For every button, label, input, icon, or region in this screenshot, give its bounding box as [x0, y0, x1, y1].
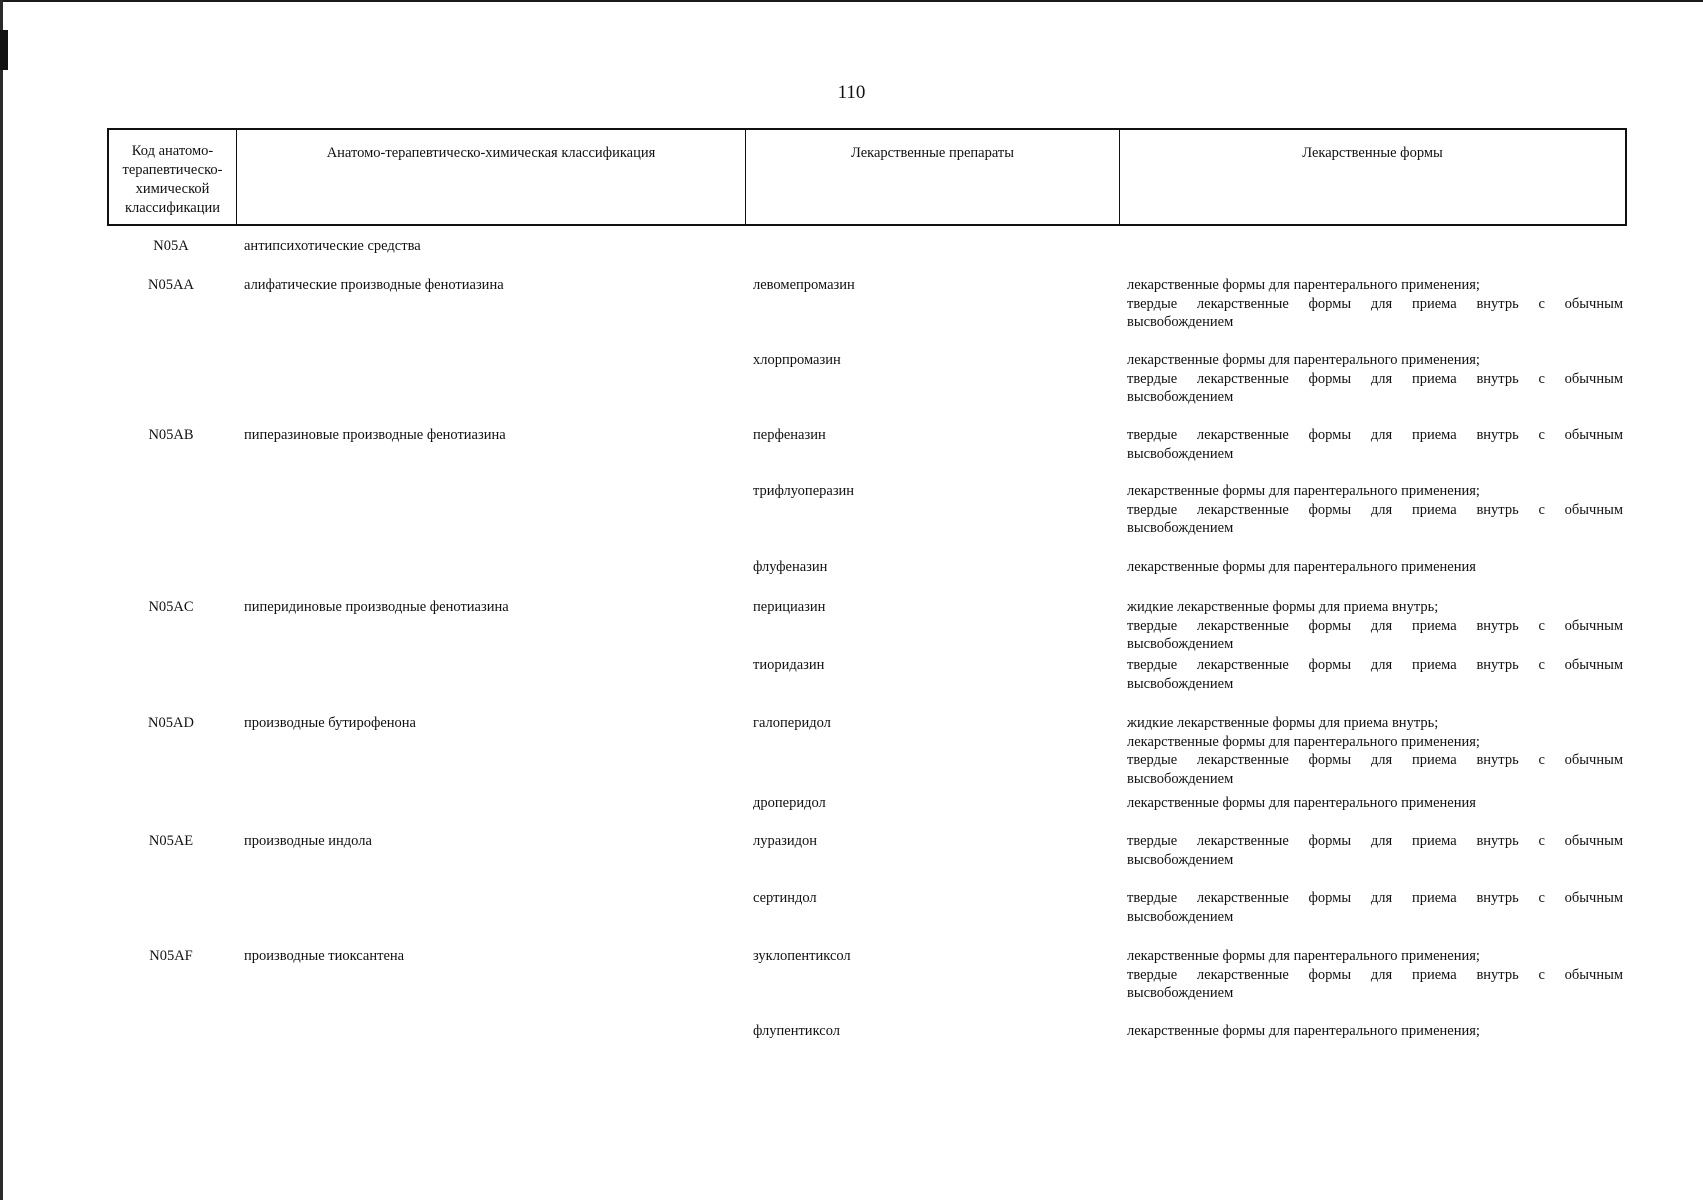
scan-border-left — [0, 0, 3, 1200]
dosage-form-line: высвобождением — [1127, 520, 1234, 536]
drug-name: перициазин — [753, 599, 826, 615]
header-classification-column: Анатомо-терапевтическо-химическая классификация — [237, 130, 746, 224]
dosage-form-line: твердые лекарственные формы для приема внутрь с обычным — [1127, 657, 1623, 673]
page-number: 110 — [837, 82, 866, 103]
dosage-form-line: лекарственные формы для парентерального применения; — [1127, 352, 1480, 368]
atc-code: N05AA — [148, 277, 194, 293]
dosage-form-line: лекарственные формы для парентерального применения; — [1127, 483, 1480, 499]
atc-code: N05AF — [149, 948, 193, 964]
header-drug-column: Лекарственные препараты — [746, 130, 1120, 224]
drug-name: сертиндол — [753, 890, 817, 906]
atc-classification: алифатические производные фенотиазина — [244, 277, 504, 293]
scan-mark — [0, 30, 8, 70]
atc-classification: производные тиоксантена — [244, 948, 405, 964]
atc-code: N05AE — [148, 833, 194, 849]
dosage-forms — [1127, 656, 1623, 693]
dosage-form-line: лекарственные формы для парентерального применения; — [1127, 1023, 1480, 1039]
drug-name: дроперидол — [753, 795, 826, 811]
dosage-forms — [1127, 482, 1623, 538]
dosage-forms — [1127, 794, 1623, 813]
dosage-form-line: лекарственные формы для парентерального применения; — [1127, 733, 1480, 750]
drug-name: флуфеназин — [753, 559, 828, 575]
dosage-form-line: твердые лекарственные формы для приема внутрь с обычным — [1127, 833, 1623, 849]
drug-name: хлорпромазин — [753, 352, 841, 368]
dosage-forms — [1127, 426, 1623, 463]
header-form-column: Лекарственные формы — [1302, 145, 1443, 161]
drug-name: галоперидол — [753, 715, 831, 731]
dosage-form-line: высвобождением — [1127, 908, 1234, 925]
atc-classification: производные бутирофенона — [244, 715, 416, 731]
atc-classification: антипсихотические средства — [244, 238, 421, 254]
dosage-forms — [1127, 714, 1623, 788]
dosage-form-line: жидкие лекарственные формы для приема внутрь; — [1127, 715, 1439, 731]
dosage-form-line: высвобождением — [1127, 314, 1234, 330]
dosage-form-line: лекарственные формы для парентерального применения — [1127, 795, 1476, 811]
atc-classification: производные индола — [244, 833, 372, 849]
drug-name: левомепромазин — [753, 277, 855, 293]
table-header — [107, 128, 1627, 226]
scan-border-top — [0, 0, 1703, 2]
drug-name: зуклопентиксол — [753, 948, 851, 964]
dosage-form-line: лекарственные формы для парентерального применения; — [1127, 948, 1480, 964]
dosage-form-line: лекарственные формы для парентерального применения — [1127, 559, 1476, 575]
atc-code: N05AB — [148, 427, 194, 443]
dosage-form-line: твердые лекарственные формы для приема внутрь с обычным — [1127, 295, 1623, 312]
atc-code: N05AD — [148, 715, 194, 731]
atc-classification: пиперидиновые производные фенотиазина — [244, 599, 509, 615]
dosage-forms — [1127, 598, 1623, 654]
dosage-form-line: твердые лекарственные формы для приема внутрь с обычным — [1127, 427, 1623, 443]
dosage-forms — [1127, 947, 1623, 1003]
dosage-form-line: высвобождением — [1127, 445, 1234, 462]
dosage-form-line: твердые лекарственные формы для приема внутрь с обычным — [1127, 890, 1623, 906]
header-code-column: Код анатомо-терапевтическо-химической классификации — [109, 130, 237, 224]
drug-name: луразидон — [753, 833, 818, 849]
atc-code: N05AC — [148, 599, 194, 615]
dosage-forms — [1127, 1022, 1623, 1041]
atc-classification: пиперазиновые производные фенотиазина — [244, 427, 506, 443]
drug-name: тиоридазин — [753, 657, 825, 673]
dosage-form-line: высвобождением — [1127, 636, 1234, 652]
dosage-form-line: высвобождением — [1127, 675, 1234, 692]
dosage-form-line: твердые лекарственные формы для приема внутрь с обычным — [1127, 752, 1623, 768]
dosage-forms — [1127, 558, 1623, 577]
drug-name: перфеназин — [753, 427, 826, 443]
dosage-form-line: высвобождением — [1127, 985, 1234, 1001]
dosage-form-line: высвобождением — [1127, 851, 1234, 868]
dosage-form-line: жидкие лекарственные формы для приема внутрь; — [1127, 599, 1439, 615]
dosage-form-line: твердые лекарственные формы для приема внутрь с обычным — [1127, 617, 1623, 634]
dosage-forms — [1127, 276, 1623, 332]
dosage-form-line: твердые лекарственные формы для приема внутрь с обычным — [1127, 966, 1623, 983]
dosage-form-line: высвобождением — [1127, 389, 1234, 405]
dosage-forms — [1127, 351, 1623, 407]
dosage-form-line: лекарственные формы для парентерального применения; — [1127, 277, 1480, 293]
dosage-form-line: высвобождением — [1127, 770, 1234, 787]
drug-name: трифлуоперазин — [753, 483, 855, 499]
dosage-forms — [1127, 832, 1623, 869]
dosage-forms — [1127, 889, 1623, 926]
dosage-form-line: твердые лекарственные формы для приема внутрь с обычным — [1127, 370, 1623, 387]
atc-code: N05A — [153, 238, 189, 254]
drug-name: флупентиксол — [753, 1023, 840, 1039]
dosage-form-line: твердые лекарственные формы для приема внутрь с обычным — [1127, 501, 1623, 518]
